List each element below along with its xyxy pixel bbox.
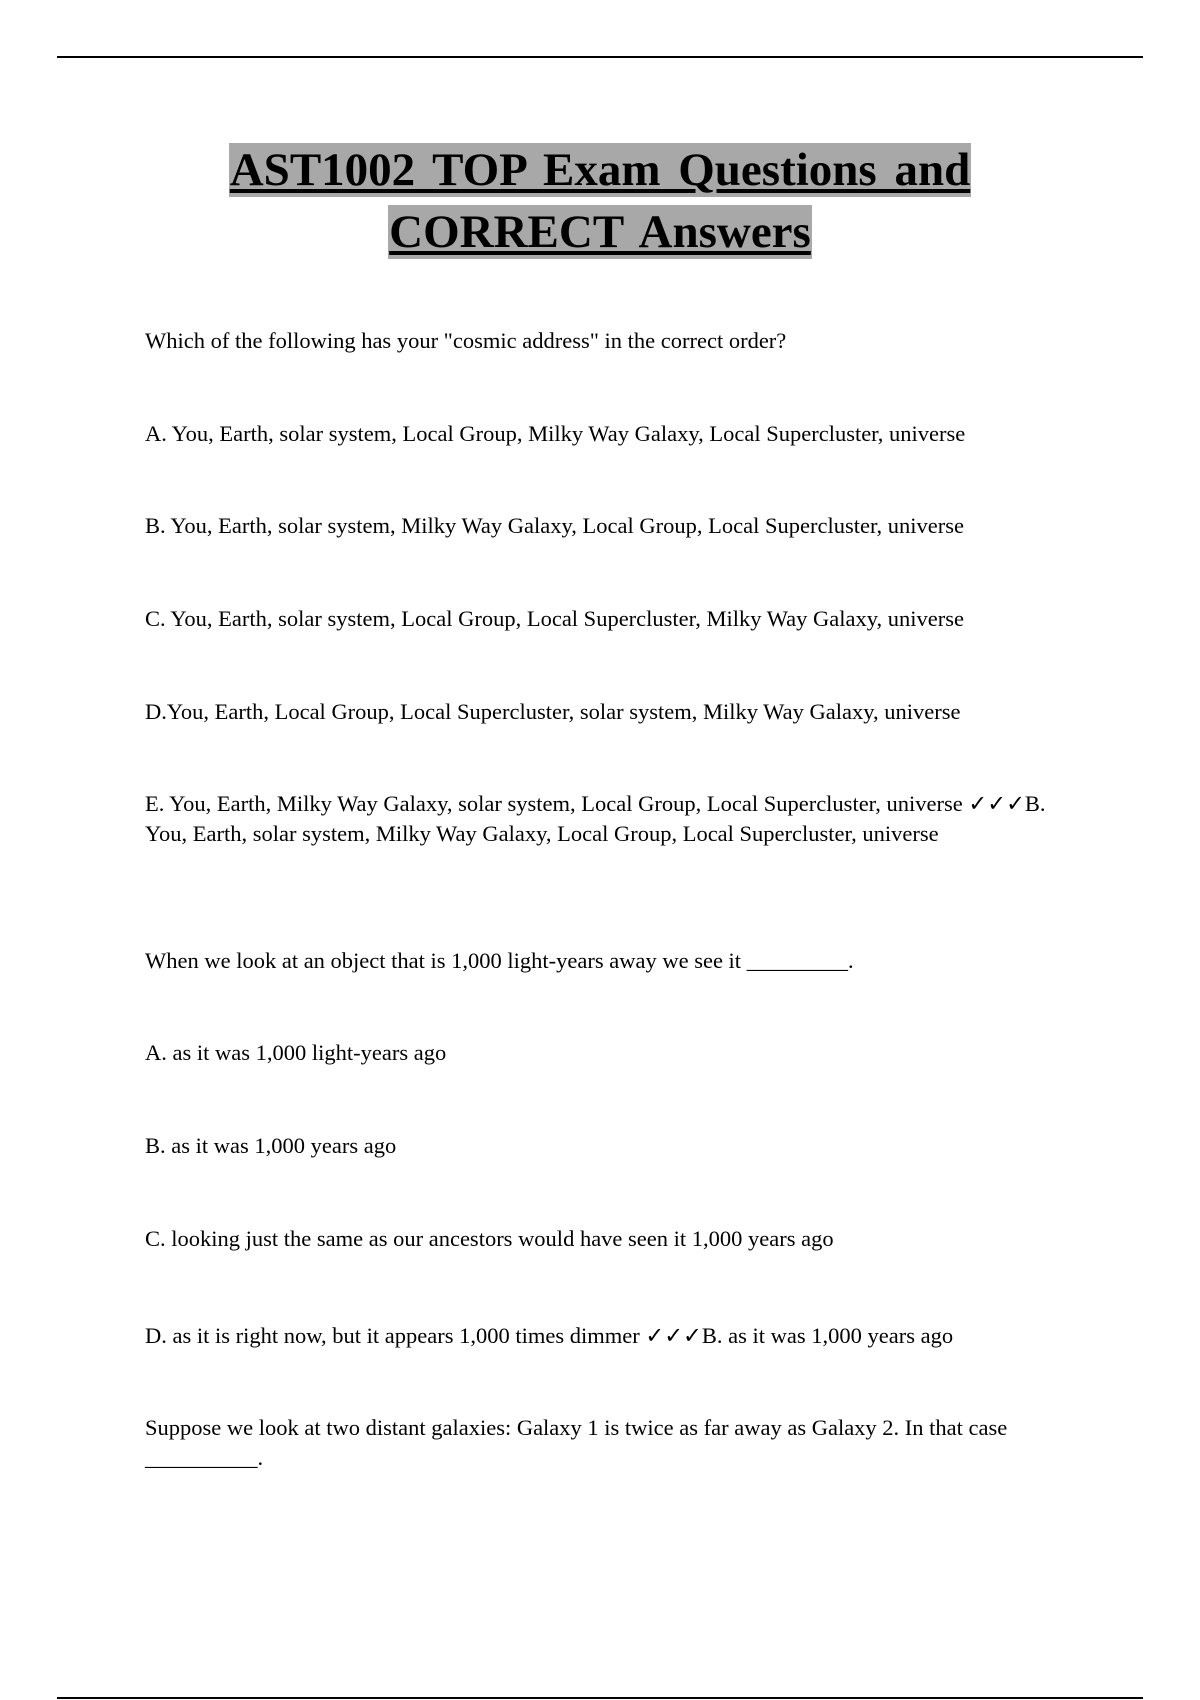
answer-option-1d: D.You, Earth, Local Group, Local Supercluster, solar system, Milky Way Galaxy, universe [145,699,961,724]
title-line-2 [0,205,1200,267]
answer-option-1a: A. You, Earth, solar system, Local Group, Milky Way Galaxy, Local Supercluster, universe [145,421,966,446]
question-1: Which of the following has your "cosmic address" in the correct order? [145,328,787,353]
title-text-1: AST1002 TOP Exam Questions and [229,144,971,196]
answer-option-1b: B. You, Earth, solar system, Milky Way Galaxy, Local Group, Local Supercluster, universe [145,513,965,538]
title-text-2: CORRECT Answers [389,206,811,258]
answer-option-1e-with-correct: E. You, Earth, Milky Way Galaxy, solar system, Local Group, Local Supercluster, universe ✓✓✓B. You, Earth, solar system, Milky Way Galaxy, Local Group, Local Supercluster, universe [145,791,1046,846]
document-title [0,143,1200,267]
answer-option-2d-with-correct: D. as it is right now, but it appears 1,000 times dimmer ✓✓✓B. as it was 1,000 years ago [145,1323,954,1348]
answer-option-1c: C. You, Earth, solar system, Local Group, Local Supercluster, Milky Way Galaxy, universe [145,606,965,631]
bottom-rule [57,1697,1143,1699]
answer-option-2a: A. as it was 1,000 light-years ago [145,1040,447,1065]
answer-option-2c: C. looking just the same as our ancestors would have seen it 1,000 years ago [145,1226,834,1251]
answer-option-2b: B. as it was 1,000 years ago [145,1133,397,1158]
top-rule [57,56,1143,58]
title-line-1 [0,143,1200,205]
question-2: When we look at an object that is 1,000 light-years away we see it _________. [145,948,854,973]
question-3: Suppose we look at two distant galaxies: Galaxy 1 is twice as far away as Galaxy 2. In that case __________. [145,1415,1008,1470]
